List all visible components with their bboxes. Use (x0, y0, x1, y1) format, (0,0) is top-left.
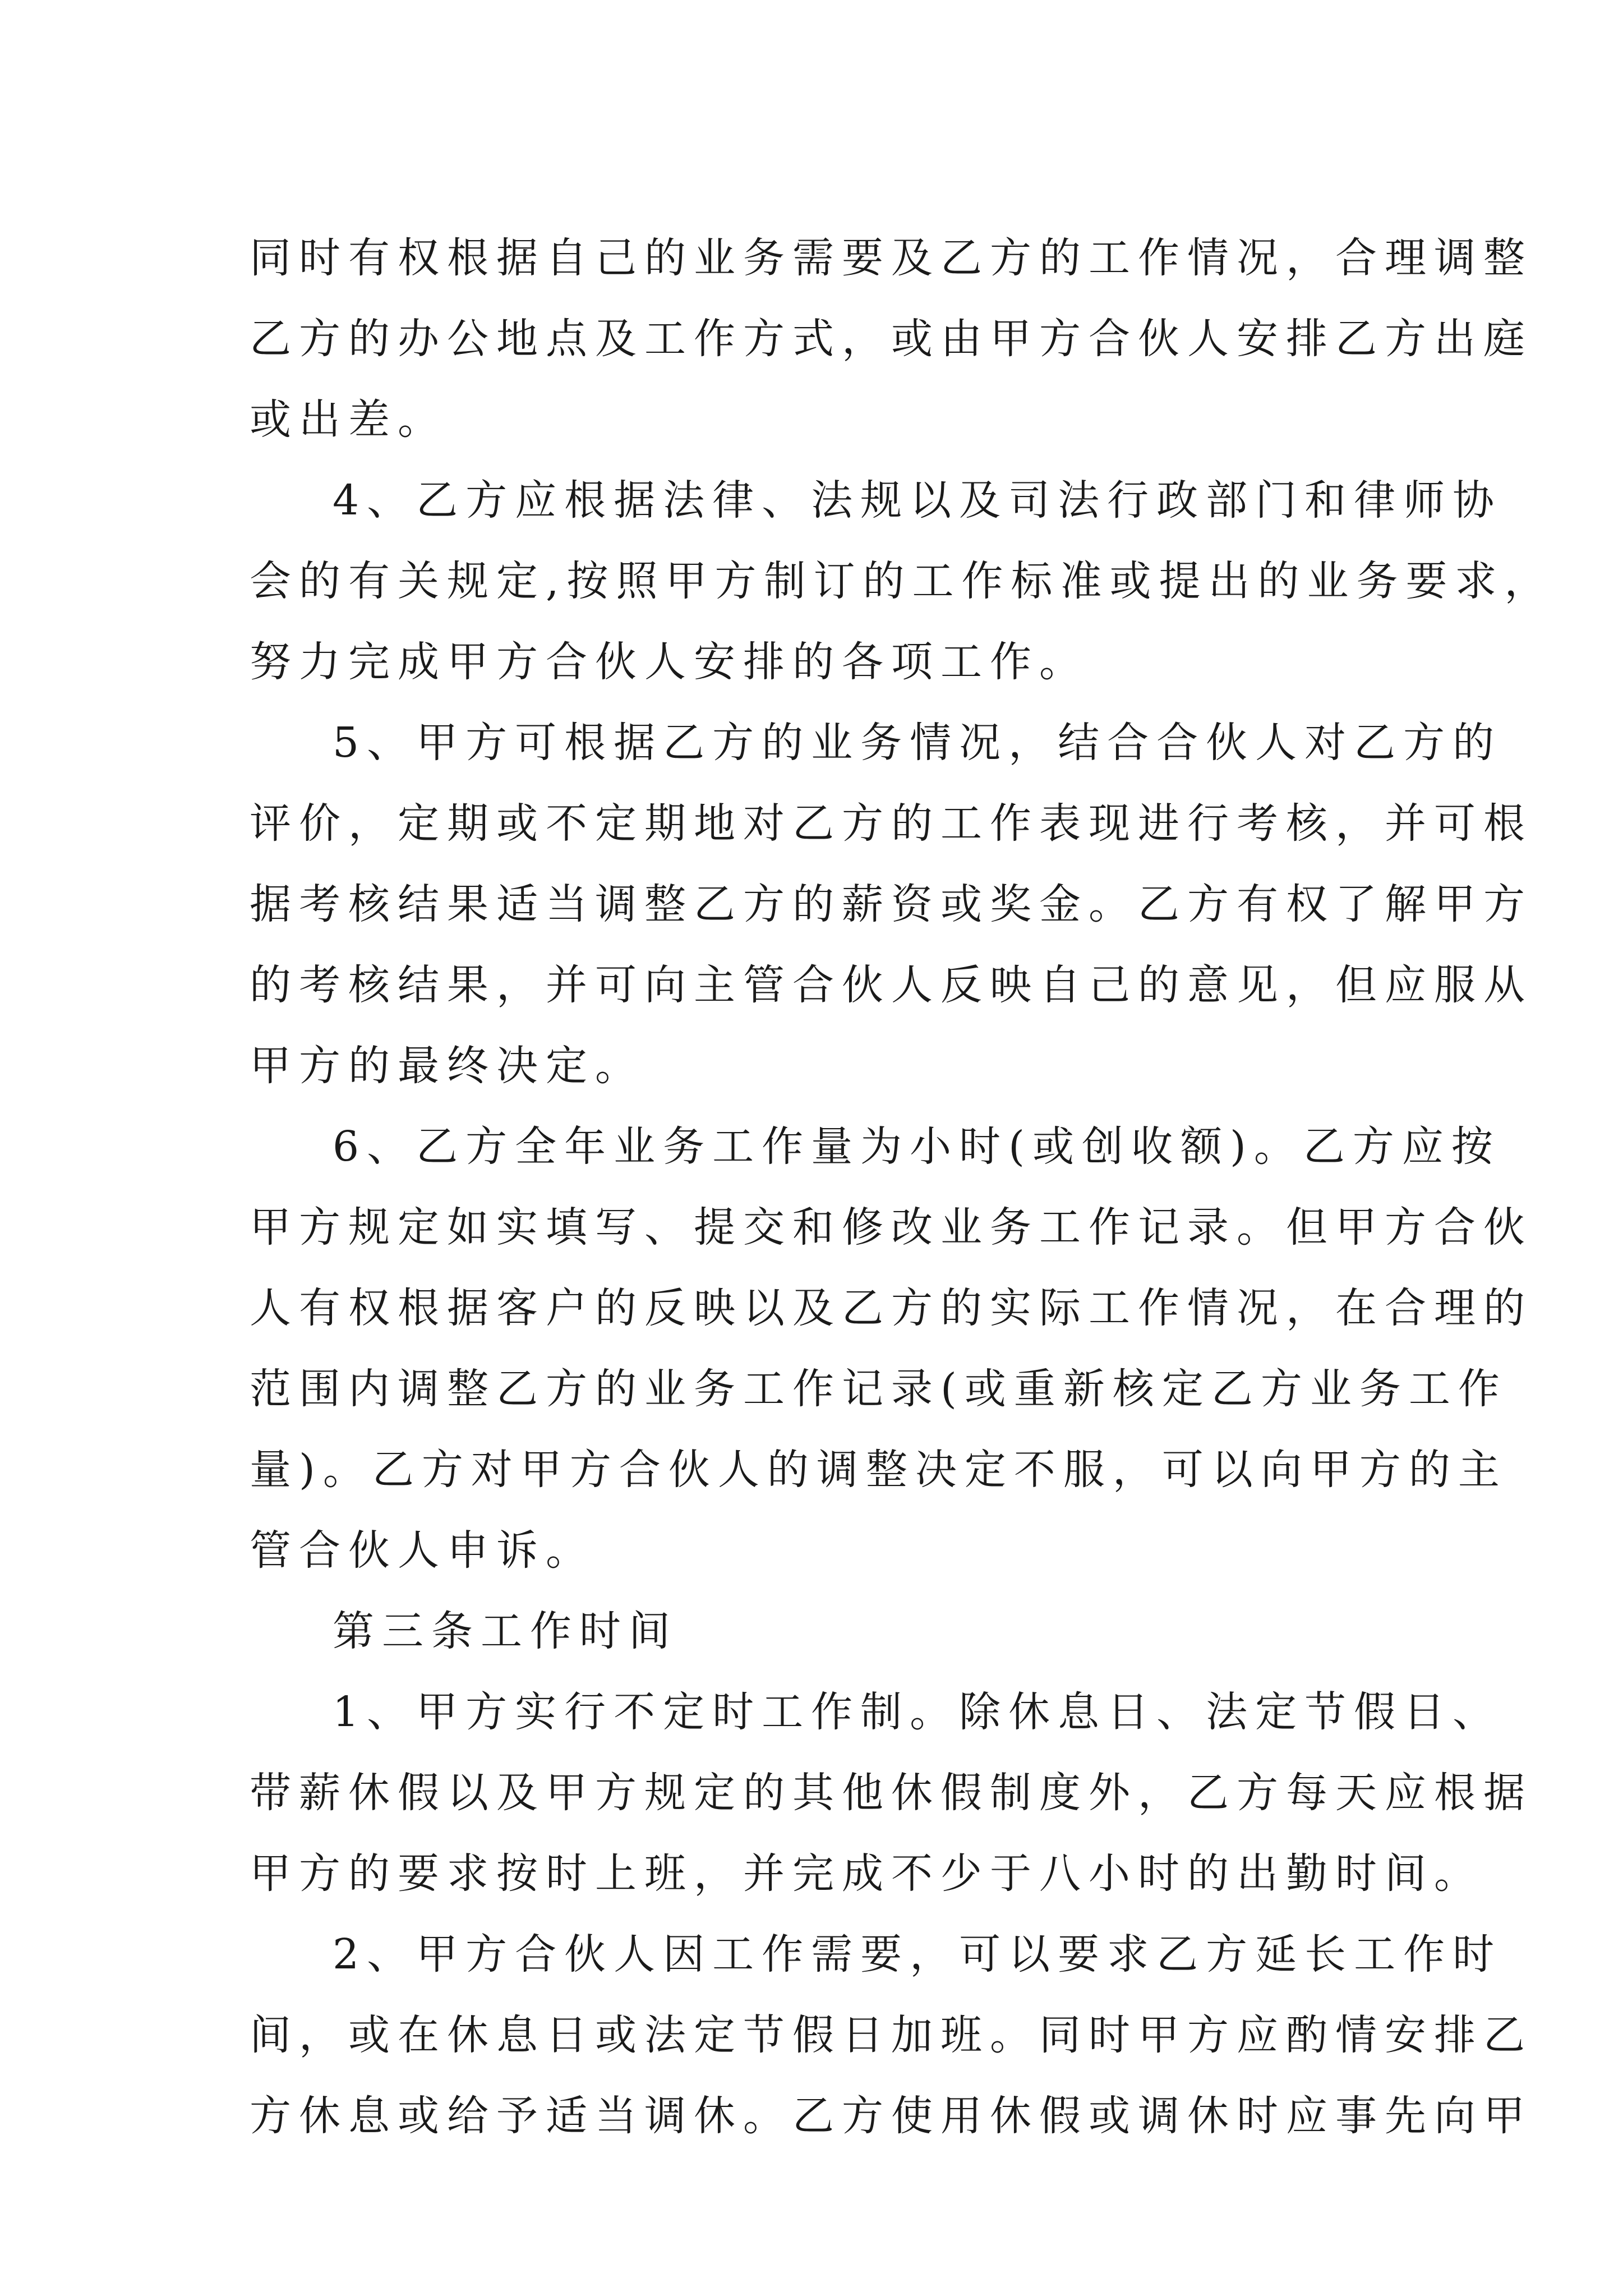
text-line: 同时有权根据自己的业务需要及乙方的工作情况，合理调整 (250, 234, 1533, 282)
text-line: 6、乙方全年业务工作量为小时(或创收额)。乙方应按 (333, 1122, 1501, 1171)
text-line: 甲方的最终决定。 (250, 1042, 644, 1090)
text-line: 努力完成甲方合伙人安排的各项工作。 (250, 638, 1089, 686)
text-line: 人有权根据客户的反映以及乙方的实际工作情况，在合理的 (250, 1284, 1533, 1332)
text-line: 乙方的办公地点及工作方式，或由甲方合伙人安排乙方出庭 (250, 315, 1533, 363)
text-line: 2、甲方合伙人因工作需要，可以要求乙方延长工作时 (333, 1930, 1502, 1978)
text-line: 量)。乙方对甲方合伙人的调整决定不服，可以向甲方的主 (250, 1446, 1507, 1494)
text-line: 甲方规定如实填写、提交和修改业务工作记录。但甲方合伙 (250, 1203, 1533, 1251)
text-line: 评价，定期或不定期地对乙方的工作表现进行考核，并可根 (250, 799, 1533, 848)
text-line: 5、甲方可根据乙方的业务情况，结合合伙人对乙方的 (333, 719, 1502, 767)
text-line: 的考核结果，并可向主管合伙人反映自己的意见，但应服从 (250, 961, 1533, 1009)
text-line: 或出差。 (250, 395, 447, 444)
text-line: 4、乙方应根据法律、法规以及司法行政部门和律师协 (333, 476, 1502, 524)
text-line: 带薪休假以及甲方规定的其他休假制度外，乙方每天应根据 (250, 1769, 1533, 1817)
text-line: 1、甲方实行不定时工作制。除休息日、法定节假日、 (333, 1688, 1502, 1736)
text-line: 据考核结果适当调整乙方的薪资或奖金。乙方有权了解甲方 (250, 880, 1533, 928)
text-line: 方休息或给予适当调休。乙方使用休假或调休时应事先向甲 (250, 2092, 1533, 2140)
text-line: 管合伙人申诉。 (250, 1526, 595, 1575)
document-body (250, 218, 1554, 2156)
text-line: 甲方的要求按时上班，并完成不少于八小时的出勤时间。 (250, 1849, 1483, 1898)
section-heading: 第三条工作时间 (333, 1607, 678, 1655)
text-line: 范围内调整乙方的业务工作记录(或重新核定乙方业务工作 (250, 1365, 1507, 1413)
text-line: 会的有关规定,按照甲方制订的工作标准或提出的业务要求， (250, 557, 1554, 605)
text-line: 间，或在休息日或法定节假日加班。同时甲方应酌情安排乙 (250, 2011, 1533, 2059)
